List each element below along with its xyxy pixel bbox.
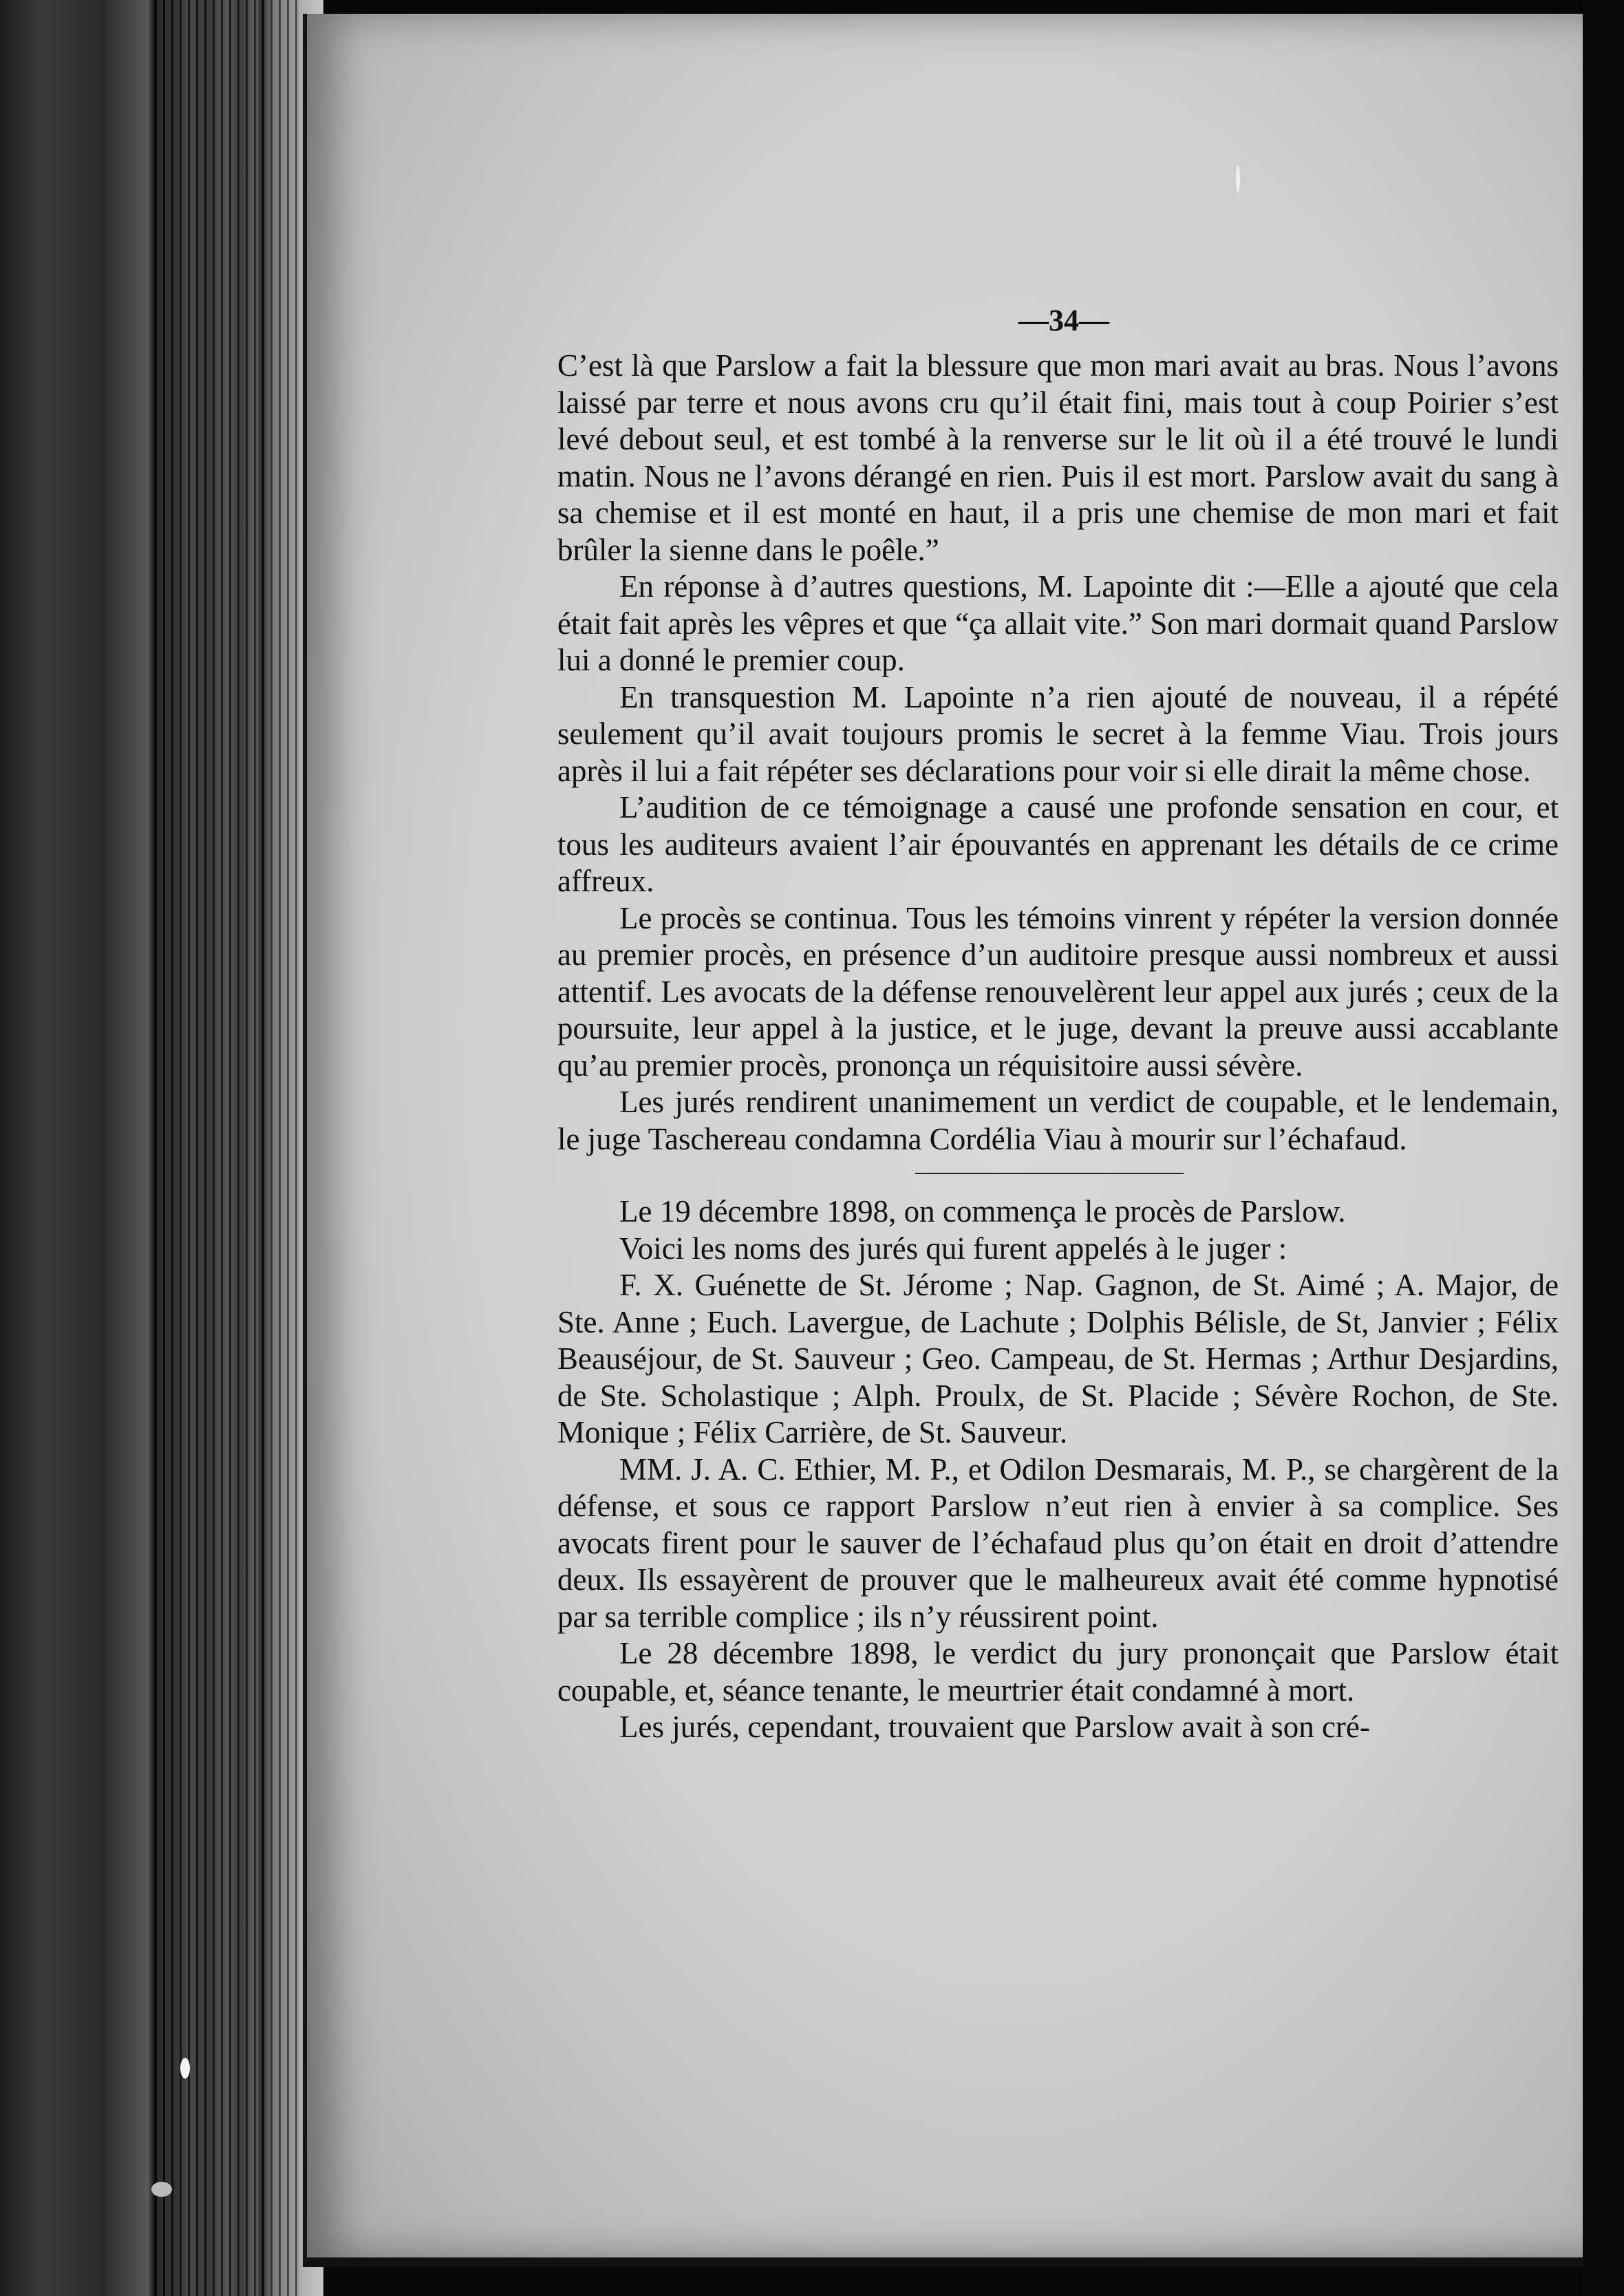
dust-speck [180,2058,190,2079]
paragraph: En réponse à d’autres questions, M. Lapointe dit :—Elle a ajouté que cela était fait après les vêpres et que “ça allait vite.” Son mari dormait quand Parslow lui a donné le premier coup. [557,569,1559,677]
paragraph: En transquestion M. Lapointe n’a rien ajouté de nouveau, il a répété seulement qu’il avait toujours promis le secret à la femme Viau. Trois jours après il lui a fait répéter ses déclarations pour voir si elle dirait la même chose. [557,679,1559,788]
section-divider [915,1173,1184,1174]
dust-speck [151,2182,172,2197]
page-number: —34— [1018,304,1109,337]
dust-speck [1236,165,1240,193]
paragraph: C’est là que Parslow a fait la blessure que mon mari avait au bras. Nous l’avons laissé par terre et nous avons cru qu’il était fini, mais tout à coup Poirier s’est levé debout seul, et est tombé à la renverse sur le lit où il a été trouvé le lundi matin. Nous ne l’avons dérangé en rien. Puis il est mort. Parslow avait du sang à sa chemise et il est monté en haut, il a pris une chemise de mon mari et fait brûler la sienne dans le poêle.” [557,348,1559,567]
page-edges [155,0,299,2296]
paragraph: Le procès se continua. Tous les témoins vinrent y répéter la version donnée au premier procès, en présence d’un auditoire presque aussi nombreux et aussi attentif. Les avocats de la défense renouvelèrent leur appel aux jurés ; ceux de la poursuite, leur appel à la justice, et le juge, devant la preuve aussi accablante qu’au premier procès, prononça un réquisitoire aussi sévère. [557,900,1559,1083]
paragraph: Les jurés rendirent unanimement un verdict de coupable, et le lendemain, le juge Taschereau condamna Cordélia Viau à mourir sur l’échafaud. [557,1085,1559,1156]
paragraph: L’audition de ce témoignage a causé une profonde sensation en cour, et tous les auditeurs avaient l’air épouvantés en apprenant les détails de ce crime affreux. [557,790,1559,898]
paragraph: Le 28 décembre 1898, le verdict du jury prononçait que Parslow était coupable, et, séance tenante, le meurtrier était condamné à mort. [557,1636,1559,1708]
scan-border [1583,0,1624,2296]
paragraph: F. X. Guénette de St. Jérome ; Nap. Gagnon, de St. Aimé ; A. Major, de Ste. Anne ; Euch. Lavergue, de Lachute ; Dolphis Bélisle, de St, Janvier ; Félix Beauséjour, de St. Sauveur ; Geo. Campeau, de St. Hermas ; Arthur Desjardins, de Ste. Scholastique ; Alph. Proulx, de St. Placide ; Sévère Rochon, de Ste. Monique ; Félix Carrière, de St. Sauveur. [557,1268,1559,1449]
paragraph: MM. J. A. C. Ethier, M. P., et Odilon Desmarais, M. P., se chargèrent de la défense, et sous ce rapport Parslow n’eut rien à envier à sa complice. Ses avocats firent pour le sauver de l’échafaud plus qu’on était en droit d’attendre deux. Ils essayèrent de prouver que le malheureux avait été comme hypnotisé par sa terrible complice ; ils n’y réussirent point. [557,1452,1559,1634]
paragraph: Les jurés, cependant, trouvaient que Parslow avait à son cré- [619,1710,1370,1744]
paragraph: Voici les noms des jurés qui furent appelés à le juger : [619,1231,1288,1266]
body-text [557,348,1559,1746]
paragraph: Le 19 décembre 1898, on commença le procès de Parslow. [619,1194,1346,1229]
